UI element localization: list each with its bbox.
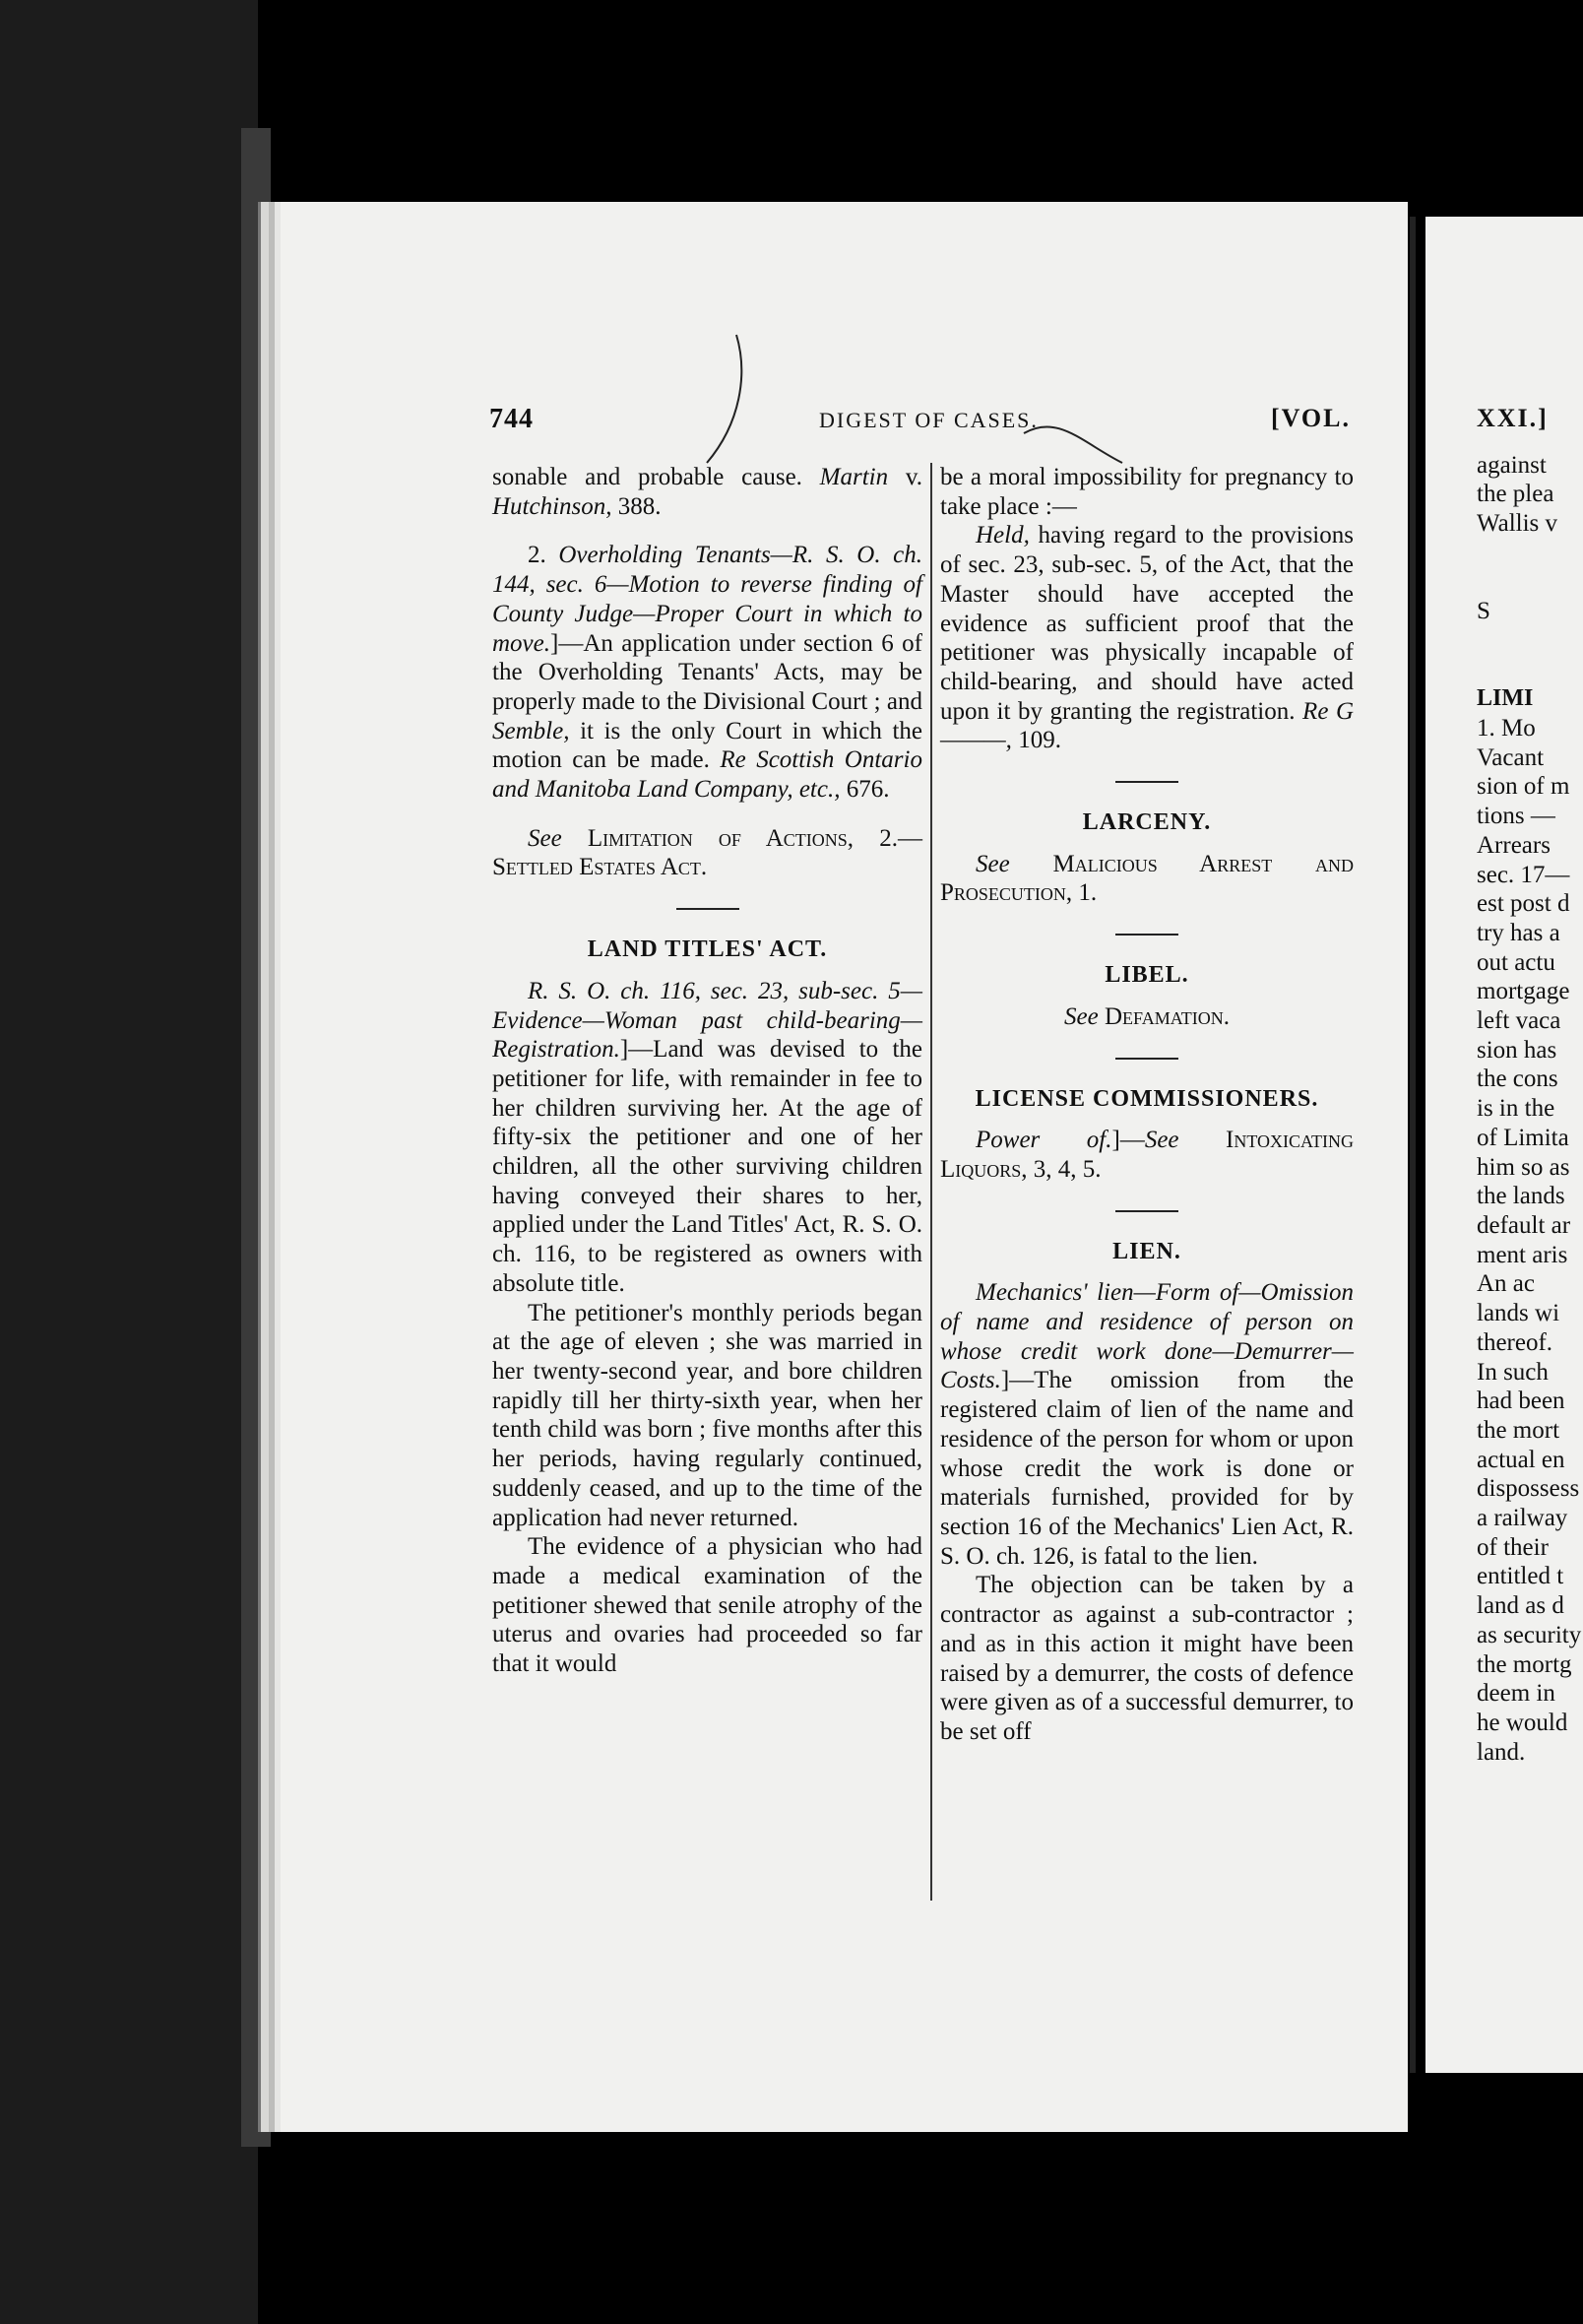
facing-line: ment aris xyxy=(1477,1241,1568,1268)
facing-line: default ar xyxy=(1477,1211,1571,1239)
facing-line: of Limita xyxy=(1477,1124,1569,1151)
running-head xyxy=(489,404,1351,443)
facing-line: sec. 17— xyxy=(1477,861,1570,888)
page-gutter xyxy=(1410,217,1416,2073)
column-right xyxy=(940,463,1354,1747)
paragraph-continuation-b: be a moral impossibility for pregnancy to take place :— xyxy=(940,464,1354,520)
facing-line: In such xyxy=(1477,1358,1549,1386)
heading-libel: LIBEL. xyxy=(1105,962,1189,989)
facing-line: Vacant xyxy=(1477,743,1545,771)
section-separator xyxy=(676,908,739,910)
entry-objection: The objection can be taken by a contractor as against a sub-contractor ; and as in this action it might have been raised by a demurrer, the costs of defence were given as of a successful demurrer, to be set off xyxy=(940,1572,1354,1745)
paragraph-continuation: sonable and probable cause. Martin v. Hutchinson, 388. xyxy=(492,464,923,520)
facing-line xyxy=(1477,568,1581,598)
facing-line: try has a xyxy=(1477,919,1560,946)
cross-reference-malicious-arrest: See Malicious Arrest and Prosecution, 1. xyxy=(940,850,1354,907)
facing-line: actual en xyxy=(1477,1446,1565,1473)
facing-line: est post d xyxy=(1477,890,1570,918)
facing-line: the cons xyxy=(1477,1065,1558,1093)
entry-power-of: Power of.]—See Intoxicating Liquors, 3, 4, 5. xyxy=(940,1127,1355,1183)
facing-line: a railway xyxy=(1477,1505,1568,1532)
heading-land-titles-act: LAND TITLES' ACT. xyxy=(587,936,828,963)
facing-line: land as d xyxy=(1477,1592,1564,1620)
scan-border-left xyxy=(0,0,258,2324)
entry-land-titles-facts: The petitioner's monthly periods began at the age of eleven ; she was married in her twenty-second year, and bore children rapidly till her thirty-sixth year, when her tenth child was born ; five months after this her periods, having regularly continued, suddenly ceased, and up to the time of the application had never returned. xyxy=(492,1299,922,1531)
heading-lien: LIEN. xyxy=(1112,1238,1181,1264)
page-number: 744 xyxy=(489,404,534,434)
facing-line: deem in xyxy=(1477,1680,1555,1708)
facing-line: left vaca xyxy=(1477,1007,1561,1035)
entry-overholding-tenants: 2. Overholding Tenants—R. S. O. ch. 144, sec. 6—Motion to reverse finding of County Judge—Proper Court in which to move.]—An application under section 6 of the Overholding Tenants' Acts, may be properly made to the Divisional Court ; and Semble, it is the only Court in which the motion can be made. Re Scottish Ontario and Manitoba Land Company, etc., 676. xyxy=(492,542,922,804)
facing-line: sion of m xyxy=(1477,773,1570,801)
facing-line: Wallis v xyxy=(1477,510,1558,538)
spacer xyxy=(492,805,922,824)
cross-reference-defamation: See Defamation. xyxy=(1064,1002,1230,1030)
facing-line: mortgage xyxy=(1477,978,1570,1005)
facing-line: entitled t xyxy=(1477,1563,1564,1590)
heading-larceny: LARCENY. xyxy=(1082,809,1212,836)
facing-line: had been xyxy=(1477,1388,1565,1415)
entry-held: Held, having regard to the provisions of sec. 23, sub-sec. 5, of the Act, that the Master should have accepted the evidence as sufficient proof that the petitioner was physically incapable of child-bearing, and should have acted upon it by granting the registration. Re G———, 109. xyxy=(940,522,1354,754)
facing-line: as security xyxy=(1477,1621,1582,1648)
column-left xyxy=(492,463,922,1679)
facing-line: the lands xyxy=(1477,1183,1565,1210)
facing-line xyxy=(1477,656,1581,685)
facing-line: him so as xyxy=(1477,1153,1570,1181)
cross-reference-limitation: See Limitation of Actions, 2.— Settled Estates Act. xyxy=(492,824,923,881)
facing-line: dispossess xyxy=(1477,1475,1580,1503)
facing-line: the mortg xyxy=(1477,1650,1572,1678)
entry-mechanics-lien: Mechanics' lien—Form of—Omission of name and residence of person on whose credit work done—Demurrer—Costs.]—The omission from the registered claim of lien of the name and residence of the person for whom or upon whose credit the work is done or materials furnished, provided for by section 16 of the Mechanics' Lien Act, R. S. O. ch. 126, is fatal to the lien. xyxy=(940,1279,1354,1570)
facing-line: against xyxy=(1477,451,1547,479)
facing-line: Arrears xyxy=(1477,831,1551,859)
facing-line: tions — xyxy=(1477,803,1555,830)
facing-line: An ac xyxy=(1477,1270,1535,1298)
column-rule xyxy=(930,463,932,1901)
facing-line: is in the xyxy=(1477,1095,1555,1123)
facing-line: land. xyxy=(1477,1738,1526,1766)
entry-land-titles: R. S. O. ch. 116, sec. 23, sub-sec. 5—Evidence—Woman past child-bearing—Registration.]—Land was devised to the petitioner for life, with remainder in fee to her children surviving her. At the age of fifty-six the petitioner and one of her children, all the other surviving children having conveyed their shares to her, applied under the Land Titles' Act, R. S. O. ch. 116, to be registered as owners with absolute title. xyxy=(492,977,922,1297)
facing-line xyxy=(1477,539,1581,568)
volume-marker: [VOL. xyxy=(1271,404,1351,432)
facing-line xyxy=(1477,626,1581,656)
facing-line: he would xyxy=(1477,1709,1568,1736)
facing-line: the mort xyxy=(1477,1416,1560,1444)
section-separator xyxy=(1115,1210,1178,1212)
facing-line: lands wi xyxy=(1477,1300,1560,1327)
facing-line: LIMI xyxy=(1477,685,1534,712)
facing-line: S xyxy=(1477,598,1490,625)
section-separator xyxy=(1115,1058,1178,1060)
facing-line: 1. Mo xyxy=(1477,715,1536,742)
spacer xyxy=(492,521,922,541)
section-separator xyxy=(1115,781,1178,783)
section-separator xyxy=(1115,934,1178,936)
facing-page-lines xyxy=(1477,451,1581,1768)
running-title: DIGEST OF CASES. xyxy=(819,408,1039,432)
facing-volume-marker: XXI.] xyxy=(1477,404,1549,432)
facing-line: thereof. xyxy=(1477,1328,1553,1356)
heading-license-commissioners: LICENSE COMMISSIONERS. xyxy=(975,1085,1319,1112)
facing-line: out actu xyxy=(1477,948,1555,976)
facing-page-fragment xyxy=(1477,404,1581,1767)
facing-line: sion has xyxy=(1477,1036,1557,1064)
facing-line: of their xyxy=(1477,1533,1549,1561)
facing-line: the plea xyxy=(1477,481,1554,508)
entry-land-titles-evidence: The evidence of a physician who had made a medical examination of the petitioner shewed that senile atrophy of the uterus and ovaries had proceeded so far that it would xyxy=(492,1533,922,1678)
